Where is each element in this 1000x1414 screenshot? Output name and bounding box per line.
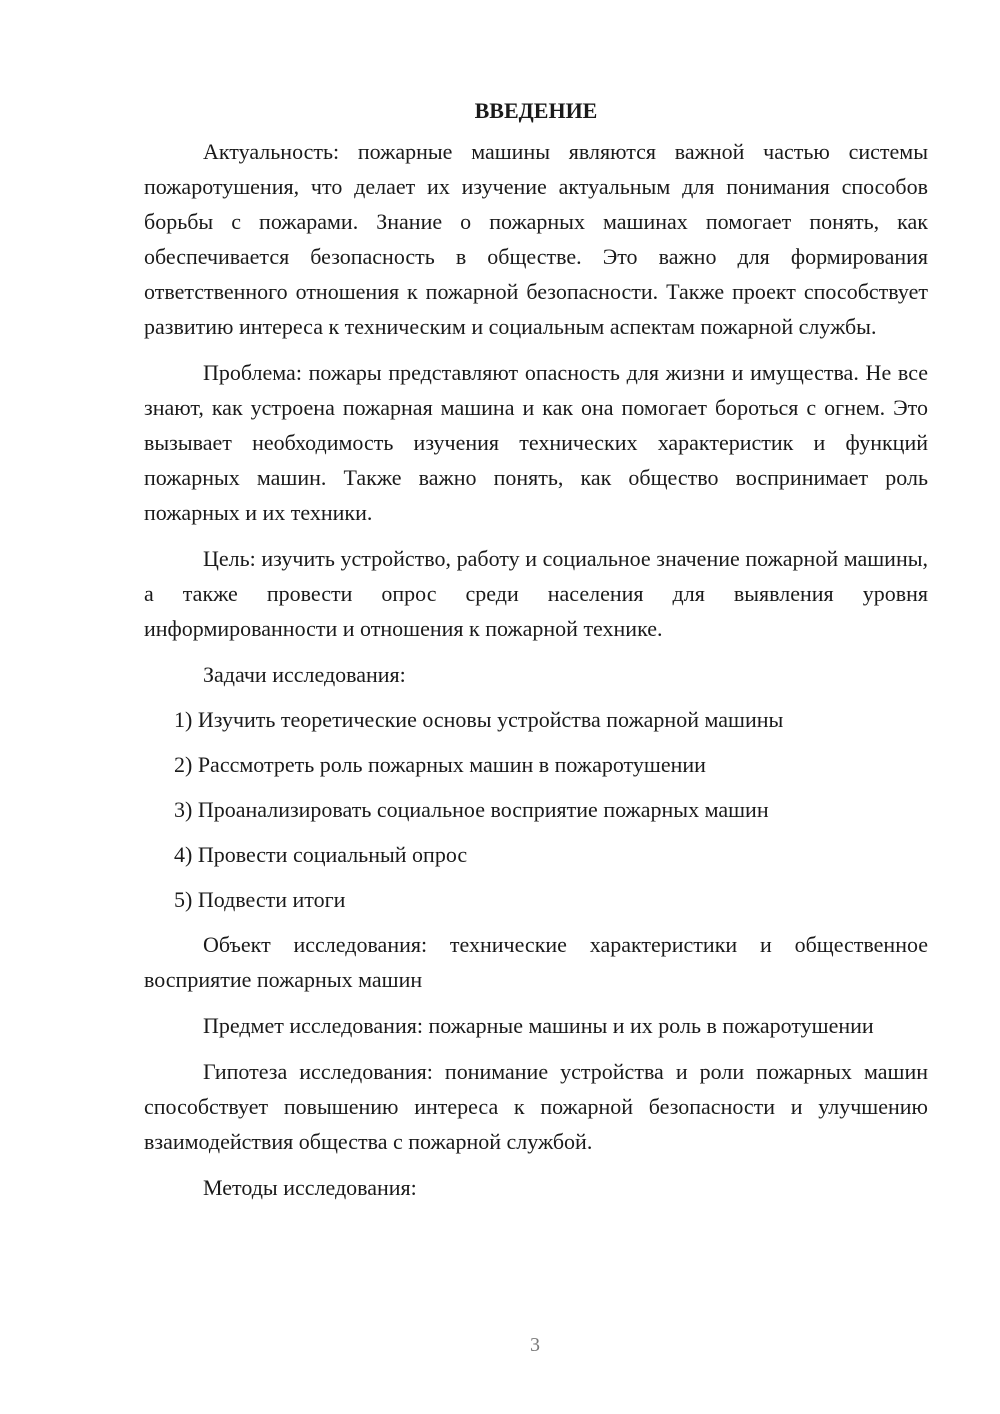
research-hypothesis-paragraph: Гипотеза исследования: понимание устройства и роли пожарных машин способствует повышению интереса к пожарной безопасности и улучшению взаимодействия общества с пожарной службой. [144, 1059, 928, 1154]
relevance-paragraph: Актуальность: пожарные машины являются важной частью системы пожаротушения, что делает их изучение актуальным для понимания способов борьбы с пожарами. Знание о пожарных машинах помогает понять, как обеспечивается безопасность в обществе. Это важно для формирования ответственного отношения к пожарной безопасности. Также проект способствует развитию интереса к техническим и социальным аспектам пожарной службы. [144, 139, 928, 339]
research-methods-paragraph: Методы исследования: [203, 1175, 417, 1200]
task-item-1: 1) Изучить теоретические основы устройства пожарной машины [174, 707, 784, 732]
problem-paragraph: Проблема: пожары представляют опасность для жизни и имущества. Не все знают, как устроена пожарная машина и как она помогает бороться с огнем. Это вызывает необходимость изучения технических характеристик и функций пожарных машин. Также важно понять, как общество воспринимает роль пожарных и их техники. [144, 360, 928, 525]
task-item-3: 3) Проанализировать социальное восприятие пожарных машин [174, 797, 769, 822]
tasks-heading: Задачи исследования: [203, 662, 406, 687]
page-title: ВВЕДЕНИЕ [474, 98, 598, 123]
goal-paragraph: Цель: изучить устройство, работу и социальное значение пожарной машины, а также провести опрос среди населения для выявления уровня информированности и отношения к пожарной технике. [144, 546, 928, 641]
task-item-4: 4) Провести социальный опрос [174, 842, 468, 867]
page-number: 3 [530, 1334, 540, 1356]
research-object-paragraph: Объект исследования: технические характеристики и общественное восприятие пожарных машин [144, 932, 928, 992]
task-item-2: 2) Рассмотреть роль пожарных машин в пожаротушении [174, 752, 706, 777]
document-page [144, 96, 928, 1216]
tasks-list [144, 702, 928, 917]
research-subject-paragraph: Предмет исследования: пожарные машины и их роль в пожаротушении [203, 1013, 874, 1038]
task-item-5: 5) Подвести итоги [174, 887, 346, 912]
